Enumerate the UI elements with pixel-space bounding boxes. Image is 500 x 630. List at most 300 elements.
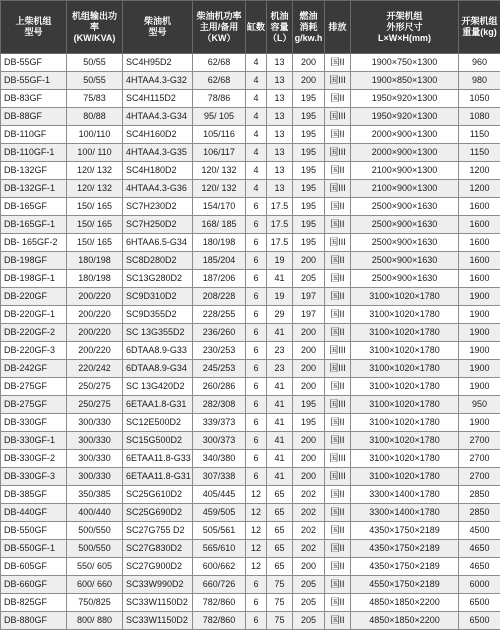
header-fuel-consumption: 燃油 消耗 g/kw.h <box>293 1 325 54</box>
cell-engine-model: SC9D310D2 <box>123 288 193 306</box>
cell-fuel-consumption: 195 <box>293 234 325 252</box>
cell-fuel-consumption: 195 <box>293 126 325 144</box>
table-row <box>1 378 500 396</box>
cell-emission: 国II <box>325 594 351 612</box>
cell-engine-model: SC 13G420D2 <box>123 378 193 396</box>
cell-weight: 1050 <box>459 90 500 108</box>
cell-output-power: 300/330 <box>67 468 123 486</box>
cell-oil-capacity: 13 <box>267 162 293 180</box>
cell-dimensions: 2100×900×1300 <box>351 180 459 198</box>
cell-emission: 国II <box>325 504 351 522</box>
cell-oil-capacity: 65 <box>267 522 293 540</box>
cell-cylinders: 6 <box>246 396 267 414</box>
cell-dimensions: 3100×1020×1780 <box>351 468 459 486</box>
table-row <box>1 450 500 468</box>
cell-model: DB-132GF-1 <box>1 180 67 198</box>
cell-emission: 国II <box>325 126 351 144</box>
cell-model: DB-220GF-3 <box>1 342 67 360</box>
cell-fuel-consumption: 202 <box>293 504 325 522</box>
cell-model: DB-275GF <box>1 396 67 414</box>
table-row <box>1 540 500 558</box>
cell-cylinders: 6 <box>246 216 267 234</box>
cell-dimensions: 3300×1400×1780 <box>351 504 459 522</box>
cell-cylinders: 4 <box>246 54 267 72</box>
cell-cylinders: 4 <box>246 108 267 126</box>
cell-dimensions: 3100×1020×1780 <box>351 342 459 360</box>
cell-engine-model: SC25G690D2 <box>123 504 193 522</box>
cell-fuel-consumption: 195 <box>293 180 325 198</box>
cell-model: DB-220GF-2 <box>1 324 67 342</box>
cell-model: DB- 165GF-2 <box>1 234 67 252</box>
cell-cylinders: 12 <box>246 522 267 540</box>
cell-oil-capacity: 41 <box>267 396 293 414</box>
cell-engine-power: 230/253 <box>193 342 246 360</box>
cell-engine-power: 185/204 <box>193 252 246 270</box>
cell-output-power: 200/220 <box>67 306 123 324</box>
cell-dimensions: 1950×920×1300 <box>351 90 459 108</box>
table-row <box>1 468 500 486</box>
cell-engine-model: SC33W1150D2 <box>123 594 193 612</box>
cell-output-power: 800/ 880 <box>67 612 123 630</box>
cell-weight: 1900 <box>459 324 500 342</box>
cell-fuel-consumption: 195 <box>293 198 325 216</box>
cell-output-power: 120/ 132 <box>67 162 123 180</box>
cell-engine-power: 245/253 <box>193 360 246 378</box>
cell-model: DB-440GF <box>1 504 67 522</box>
cell-dimensions: 2500×900×1630 <box>351 216 459 234</box>
cell-emission: 国II <box>325 90 351 108</box>
cell-oil-capacity: 65 <box>267 504 293 522</box>
cell-output-power: 600/ 660 <box>67 576 123 594</box>
table-row <box>1 558 500 576</box>
cell-engine-model: SC4H115D2 <box>123 90 193 108</box>
cell-dimensions: 2500×900×1630 <box>351 234 459 252</box>
table-row <box>1 432 500 450</box>
cell-engine-model: 4HTAA4.3-G32 <box>123 72 193 90</box>
cell-engine-power: 340/380 <box>193 450 246 468</box>
cell-engine-model: SC27G755 D2 <box>123 522 193 540</box>
cell-engine-power: 120/ 132 <box>193 162 246 180</box>
cell-engine-power: 260/286 <box>193 378 246 396</box>
cell-emission: 国III <box>325 342 351 360</box>
cell-dimensions: 3100×1020×1780 <box>351 306 459 324</box>
cell-engine-model: SC7H250D2 <box>123 216 193 234</box>
cell-engine-model: 6HTAA6.5-G34 <box>123 234 193 252</box>
cell-model: DB-198GF <box>1 252 67 270</box>
cell-cylinders: 6 <box>246 342 267 360</box>
cell-fuel-consumption: 202 <box>293 486 325 504</box>
cell-emission: 国II <box>325 558 351 576</box>
cell-model: DB-330GF <box>1 414 67 432</box>
table-row <box>1 486 500 504</box>
cell-fuel-consumption: 195 <box>293 216 325 234</box>
cell-engine-power: 106/117 <box>193 144 246 162</box>
cell-dimensions: 3100×1020×1780 <box>351 396 459 414</box>
cell-engine-power: 505/561 <box>193 522 246 540</box>
header-engine-power: 柴油机功率 主用/备用 （KW） <box>193 1 246 54</box>
cell-weight: 2700 <box>459 432 500 450</box>
cell-output-power: 100/ 110 <box>67 144 123 162</box>
cell-emission: 国II <box>325 270 351 288</box>
cell-fuel-consumption: 205 <box>293 612 325 630</box>
cell-engine-model: SC12E500D2 <box>123 414 193 432</box>
cell-engine-model: 6ETAA1.8-G31 <box>123 396 193 414</box>
table-body <box>1 54 500 630</box>
cell-emission: 国III <box>325 396 351 414</box>
cell-engine-power: 300/373 <box>193 432 246 450</box>
cell-engine-power: 782/860 <box>193 612 246 630</box>
cell-output-power: 400/440 <box>67 504 123 522</box>
cell-engine-power: 168/ 185 <box>193 216 246 234</box>
cell-cylinders: 6 <box>246 306 267 324</box>
cell-fuel-consumption: 205 <box>293 594 325 612</box>
cell-weight: 1900 <box>459 378 500 396</box>
cell-model: DB-220GF <box>1 288 67 306</box>
cell-emission: 国II <box>325 252 351 270</box>
cell-emission: 国III <box>325 450 351 468</box>
cell-fuel-consumption: 197 <box>293 288 325 306</box>
cell-oil-capacity: 13 <box>267 180 293 198</box>
cell-fuel-consumption: 202 <box>293 522 325 540</box>
cell-emission: 国III <box>325 360 351 378</box>
cell-fuel-consumption: 200 <box>293 360 325 378</box>
cell-output-power: 80/88 <box>67 108 123 126</box>
header-emission: 排放 <box>325 1 351 54</box>
cell-engine-model: 6DTAA8.9-G33 <box>123 342 193 360</box>
cell-model: DB-550GF <box>1 522 67 540</box>
cell-dimensions: 2000×900×1300 <box>351 144 459 162</box>
cell-cylinders: 6 <box>246 468 267 486</box>
cell-cylinders: 4 <box>246 72 267 90</box>
cell-dimensions: 4350×1750×2189 <box>351 522 459 540</box>
cell-oil-capacity: 65 <box>267 486 293 504</box>
cell-weight: 1200 <box>459 180 500 198</box>
cell-cylinders: 6 <box>246 594 267 612</box>
cell-output-power: 150/ 165 <box>67 216 123 234</box>
cell-engine-power: 307/338 <box>193 468 246 486</box>
table-row <box>1 252 500 270</box>
cell-cylinders: 6 <box>246 432 267 450</box>
cell-weight: 1900 <box>459 288 500 306</box>
cell-weight: 1600 <box>459 198 500 216</box>
cell-engine-model: SC7H230D2 <box>123 198 193 216</box>
table-row <box>1 594 500 612</box>
cell-model: DB-220GF-1 <box>1 306 67 324</box>
cell-fuel-consumption: 195 <box>293 414 325 432</box>
cell-engine-power: 565/610 <box>193 540 246 558</box>
cell-model: DB-330GF-3 <box>1 468 67 486</box>
cell-dimensions: 4350×1750×2189 <box>351 540 459 558</box>
cell-dimensions: 2500×900×1630 <box>351 252 459 270</box>
cell-fuel-consumption: 205 <box>293 270 325 288</box>
cell-emission: 国II <box>325 486 351 504</box>
table-row <box>1 216 500 234</box>
cell-cylinders: 4 <box>246 144 267 162</box>
cell-dimensions: 3300×1400×1780 <box>351 486 459 504</box>
cell-engine-model: SC33W990D2 <box>123 576 193 594</box>
cell-model: DB-385GF <box>1 486 67 504</box>
cell-oil-capacity: 75 <box>267 594 293 612</box>
cell-weight: 2700 <box>459 450 500 468</box>
table-row <box>1 504 500 522</box>
cell-model: DB-605GF <box>1 558 67 576</box>
cell-output-power: 75/83 <box>67 90 123 108</box>
header-oil-capacity: 机油 容量 （L） <box>267 1 293 54</box>
cell-dimensions: 4350×1750×2189 <box>351 558 459 576</box>
cell-fuel-consumption: 200 <box>293 558 325 576</box>
cell-cylinders: 12 <box>246 504 267 522</box>
cell-engine-model: SC4H180D2 <box>123 162 193 180</box>
cell-emission: 国II <box>325 324 351 342</box>
cell-oil-capacity: 65 <box>267 540 293 558</box>
cell-cylinders: 6 <box>246 360 267 378</box>
cell-dimensions: 3100×1020×1780 <box>351 450 459 468</box>
cell-weight: 950 <box>459 396 500 414</box>
cell-engine-power: 180/198 <box>193 234 246 252</box>
cell-cylinders: 12 <box>246 540 267 558</box>
cell-model: DB-660GF <box>1 576 67 594</box>
cell-dimensions: 4550×1750×2189 <box>351 576 459 594</box>
cell-output-power: 250/275 <box>67 378 123 396</box>
cell-oil-capacity: 17.5 <box>267 234 293 252</box>
cell-fuel-consumption: 195 <box>293 90 325 108</box>
table-row <box>1 414 500 432</box>
cell-cylinders: 6 <box>246 234 267 252</box>
cell-fuel-consumption: 197 <box>293 306 325 324</box>
cell-weight: 4650 <box>459 540 500 558</box>
cell-oil-capacity: 41 <box>267 468 293 486</box>
cell-oil-capacity: 13 <box>267 72 293 90</box>
cell-cylinders: 6 <box>246 252 267 270</box>
cell-cylinders: 6 <box>246 450 267 468</box>
cell-cylinders: 4 <box>246 126 267 144</box>
cell-fuel-consumption: 195 <box>293 108 325 126</box>
table-row <box>1 234 500 252</box>
cell-weight: 6500 <box>459 594 500 612</box>
cell-engine-model: 6ETAA11.8-G33 <box>123 450 193 468</box>
cell-emission: 国II <box>325 162 351 180</box>
cell-emission: 国II <box>325 54 351 72</box>
cell-oil-capacity: 13 <box>267 126 293 144</box>
cell-output-power: 250/275 <box>67 396 123 414</box>
cell-output-power: 750/825 <box>67 594 123 612</box>
cell-model: DB-550GF-1 <box>1 540 67 558</box>
cell-weight: 6000 <box>459 576 500 594</box>
cell-weight: 1900 <box>459 360 500 378</box>
table-row <box>1 72 500 90</box>
cell-weight: 6500 <box>459 612 500 630</box>
cell-emission: 国II <box>325 414 351 432</box>
cell-oil-capacity: 13 <box>267 144 293 162</box>
cell-emission: 国II <box>325 306 351 324</box>
cell-engine-model: SC4H95D2 <box>123 54 193 72</box>
cell-oil-capacity: 17.5 <box>267 216 293 234</box>
cell-output-power: 50/55 <box>67 72 123 90</box>
cell-oil-capacity: 75 <box>267 576 293 594</box>
table-row <box>1 198 500 216</box>
cell-emission: 国III <box>325 144 351 162</box>
cell-fuel-consumption: 195 <box>293 144 325 162</box>
cell-emission: 国II <box>325 432 351 450</box>
cell-dimensions: 3100×1020×1780 <box>351 378 459 396</box>
cell-emission: 国II <box>325 522 351 540</box>
table-row <box>1 180 500 198</box>
cell-cylinders: 4 <box>246 162 267 180</box>
cell-weight: 1900 <box>459 306 500 324</box>
cell-emission: 国III <box>325 108 351 126</box>
cell-model: DB-330GF-2 <box>1 450 67 468</box>
cell-dimensions: 3100×1020×1780 <box>351 432 459 450</box>
header-cylinders: 缸数 <box>246 1 267 54</box>
cell-output-power: 180/198 <box>67 252 123 270</box>
cell-oil-capacity: 41 <box>267 450 293 468</box>
cell-engine-power: 78/86 <box>193 90 246 108</box>
cell-weight: 1600 <box>459 270 500 288</box>
cell-oil-capacity: 41 <box>267 324 293 342</box>
header-dimensions: 开架机组 外形尺寸 L×W×H(mm) <box>351 1 459 54</box>
cell-cylinders: 6 <box>246 378 267 396</box>
cell-model: DB-198GF-1 <box>1 270 67 288</box>
cell-output-power: 120/ 132 <box>67 180 123 198</box>
cell-engine-model: SC4H160D2 <box>123 126 193 144</box>
cell-fuel-consumption: 200 <box>293 468 325 486</box>
cell-emission: 国III <box>325 72 351 90</box>
cell-engine-power: 600/662 <box>193 558 246 576</box>
cell-output-power: 100/110 <box>67 126 123 144</box>
cell-oil-capacity: 41 <box>267 378 293 396</box>
cell-model: DB-55GF <box>1 54 67 72</box>
cell-cylinders: 6 <box>246 576 267 594</box>
table-row <box>1 90 500 108</box>
cell-engine-power: 782/860 <box>193 594 246 612</box>
cell-output-power: 50/55 <box>67 54 123 72</box>
cell-engine-model: SC9D355D2 <box>123 306 193 324</box>
cell-output-power: 300/330 <box>67 414 123 432</box>
cell-engine-model: SC27G900D2 <box>123 558 193 576</box>
cell-fuel-consumption: 200 <box>293 252 325 270</box>
cell-dimensions: 4850×1850×2200 <box>351 612 459 630</box>
cell-engine-power: 405/445 <box>193 486 246 504</box>
cell-engine-model: SC25G610D2 <box>123 486 193 504</box>
table-row <box>1 396 500 414</box>
cell-model: DB-330GF-1 <box>1 432 67 450</box>
cell-engine-model: 6ETAA11.8-G31 <box>123 468 193 486</box>
cell-engine-model: SC8D280D2 <box>123 252 193 270</box>
cell-emission: 国III <box>325 180 351 198</box>
table-row <box>1 144 500 162</box>
cell-weight: 1600 <box>459 252 500 270</box>
table-row <box>1 522 500 540</box>
cell-cylinders: 6 <box>246 414 267 432</box>
cell-model: DB-880GF <box>1 612 67 630</box>
cell-fuel-consumption: 200 <box>293 72 325 90</box>
table-row <box>1 126 500 144</box>
cell-output-power: 550/ 605 <box>67 558 123 576</box>
cell-engine-power: 282/308 <box>193 396 246 414</box>
cell-engine-power: 208/228 <box>193 288 246 306</box>
cell-cylinders: 12 <box>246 486 267 504</box>
cell-cylinders: 4 <box>246 90 267 108</box>
cell-weight: 1080 <box>459 108 500 126</box>
cell-fuel-consumption: 200 <box>293 450 325 468</box>
cell-oil-capacity: 41 <box>267 270 293 288</box>
cell-weight: 1150 <box>459 144 500 162</box>
cell-weight: 1150 <box>459 126 500 144</box>
cell-emission: 国II <box>325 288 351 306</box>
cell-engine-model: SC33W1150D2 <box>123 612 193 630</box>
table-row <box>1 288 500 306</box>
table-row <box>1 342 500 360</box>
cell-weight: 2850 <box>459 486 500 504</box>
cell-oil-capacity: 13 <box>267 108 293 126</box>
cell-fuel-consumption: 205 <box>293 576 325 594</box>
cell-weight: 1600 <box>459 216 500 234</box>
header-model: 上柴机组 型号 <box>1 1 67 54</box>
cell-cylinders: 6 <box>246 324 267 342</box>
cell-dimensions: 3100×1020×1780 <box>351 324 459 342</box>
cell-oil-capacity: 17.5 <box>267 198 293 216</box>
table-row <box>1 54 500 72</box>
cell-weight: 1900 <box>459 414 500 432</box>
cell-engine-power: 120/ 132 <box>193 180 246 198</box>
table-row <box>1 360 500 378</box>
cell-model: DB-165GF <box>1 198 67 216</box>
cell-weight: 1200 <box>459 162 500 180</box>
cell-weight: 1600 <box>459 234 500 252</box>
cell-emission: 国II <box>325 612 351 630</box>
table-header <box>1 1 500 54</box>
cell-emission: 国II <box>325 540 351 558</box>
cell-engine-model: SC 13G355D2 <box>123 324 193 342</box>
cell-fuel-consumption: 195 <box>293 162 325 180</box>
cell-emission: 国II <box>325 378 351 396</box>
cell-model: DB-110GF <box>1 126 67 144</box>
cell-oil-capacity: 65 <box>267 558 293 576</box>
cell-fuel-consumption: 200 <box>293 432 325 450</box>
cell-weight: 4650 <box>459 558 500 576</box>
header-engine-model: 柴油机 型号 <box>123 1 193 54</box>
cell-weight: 4500 <box>459 522 500 540</box>
cell-cylinders: 12 <box>246 558 267 576</box>
cell-engine-power: 62/68 <box>193 72 246 90</box>
cell-model: DB-83GF <box>1 90 67 108</box>
cell-model: DB-110GF-1 <box>1 144 67 162</box>
cell-engine-model: 4HTAA4.3-G34 <box>123 108 193 126</box>
cell-output-power: 300/330 <box>67 432 123 450</box>
cell-engine-model: 4HTAA4.3-G35 <box>123 144 193 162</box>
header-row <box>1 1 500 54</box>
cell-model: DB-55GF-1 <box>1 72 67 90</box>
cell-weight: 960 <box>459 54 500 72</box>
cell-dimensions: 3100×1020×1780 <box>351 360 459 378</box>
cell-oil-capacity: 23 <box>267 360 293 378</box>
cell-dimensions: 2100×900×1300 <box>351 162 459 180</box>
cell-engine-power: 228/255 <box>193 306 246 324</box>
cell-output-power: 200/220 <box>67 288 123 306</box>
table-row <box>1 324 500 342</box>
cell-fuel-consumption: 200 <box>293 378 325 396</box>
table-row <box>1 576 500 594</box>
cell-model: DB-275GF <box>1 378 67 396</box>
cell-fuel-consumption: 200 <box>293 54 325 72</box>
cell-weight: 1900 <box>459 342 500 360</box>
cell-cylinders: 6 <box>246 288 267 306</box>
cell-emission: 国II <box>325 576 351 594</box>
cell-cylinders: 6 <box>246 270 267 288</box>
cell-model: DB-88GF <box>1 108 67 126</box>
cell-engine-power: 95/ 105 <box>193 108 246 126</box>
cell-engine-model: 6DTAA8.9-G34 <box>123 360 193 378</box>
